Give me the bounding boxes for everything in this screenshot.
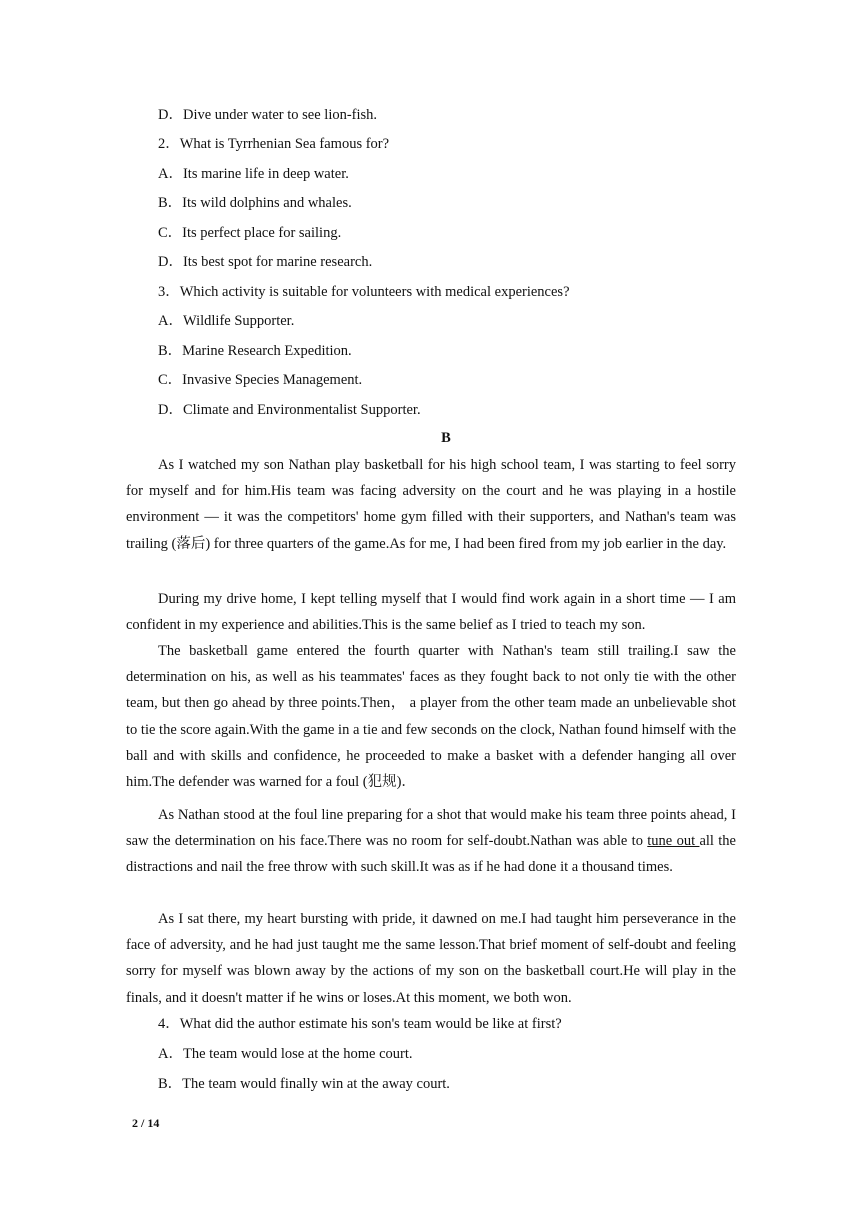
question-4: 4．What did the author estimate his son's team would be like at first?: [158, 1016, 562, 1032]
option-a-q2: A．Its marine life in deep water.: [158, 166, 349, 182]
question-2: 2．What is Tyrrhenian Sea famous for?: [158, 136, 390, 152]
paragraph-4-text-start: As Nathan stood at the foul line preparing for a shot that would make his team three points ahead, I saw the determination on his face.There was no room for self-doubt.Nathan was able to: [126, 807, 736, 850]
paragraph-4-text-end: all the distractions and nail the free throw with such skill.It was as if he had done it a thousand times.: [126, 833, 736, 876]
passage-paragraph-5: As I sat there, my heart bursting with pride, it dawned on me.I had taught him perseverance in the face of adversity, and he had just taught me the same lesson.That brief moment of self-doubt and feeling sorry for myself was blown away by the actions of my son on the basketball court.He will play in the finals, and it doesn't matter if he wins or loses.At this moment, we both won.: [126, 911, 736, 1006]
passage-paragraph-2: During my drive home, I kept telling myself that I would find work again in a short time — I am confident in my experience and abilities.This is the same belief as I tried to teach my son.: [126, 591, 736, 634]
option-a-q3: A．Wildlife Supporter.: [158, 313, 295, 329]
passage-paragraph-1: As I watched my son Nathan play basketball for his high school team, I was starting to feel sorry for myself and for him.His team was facing adversity on the court and he was playing in a hostile environment — it was the competitors' home gym filled with their supporters, and Nathan's team was trailing (落后) for three quarters of the game.As for me, I had been fired from my job earlier in the day.: [126, 457, 736, 552]
option-b-q2: B．Its wild dolphins and whales.: [158, 195, 352, 211]
option-c-q3: C．Invasive Species Management.: [158, 372, 363, 388]
page-number: 2 / 14: [132, 1116, 160, 1130]
passage-paragraph-4: [126, 802, 736, 881]
option-b-q4: B．The team would finally win at the away court.: [158, 1076, 450, 1092]
option-d-q2: D．Its best spot for marine research.: [158, 254, 373, 270]
question-3: 3．Which activity is suitable for volunteers with medical experiences?: [158, 284, 570, 300]
underlined-phrase: tune out: [647, 833, 700, 850]
option-b-q3: B．Marine Research Expedition.: [158, 343, 352, 359]
passage-paragraph-3: The basketball game entered the fourth quarter with Nathan's team still trailing.I saw the determination on his, as well as his teammates' faces as they fought back to not only tie with the other team, but then go ahead by three points.Then， a player from the other team made an unbelievable shot to tie the score again.With the game in a tie and few seconds on the clock, Nathan found himself with the ball and with skills and confidence, he proceeded to make a basket with a defender hanging all over him.The defender was warned for a foul (犯规)．: [126, 643, 736, 791]
option-d-q3: D．Climate and Environmentalist Supporter.: [158, 402, 421, 418]
option-d-q1: D．Dive under water to see lion-fish.: [158, 107, 378, 123]
section-label: B: [441, 430, 451, 446]
option-a-q4: A．The team would lose at the home court.: [158, 1046, 413, 1062]
option-c-q2: C．Its perfect place for sailing.: [158, 225, 342, 241]
